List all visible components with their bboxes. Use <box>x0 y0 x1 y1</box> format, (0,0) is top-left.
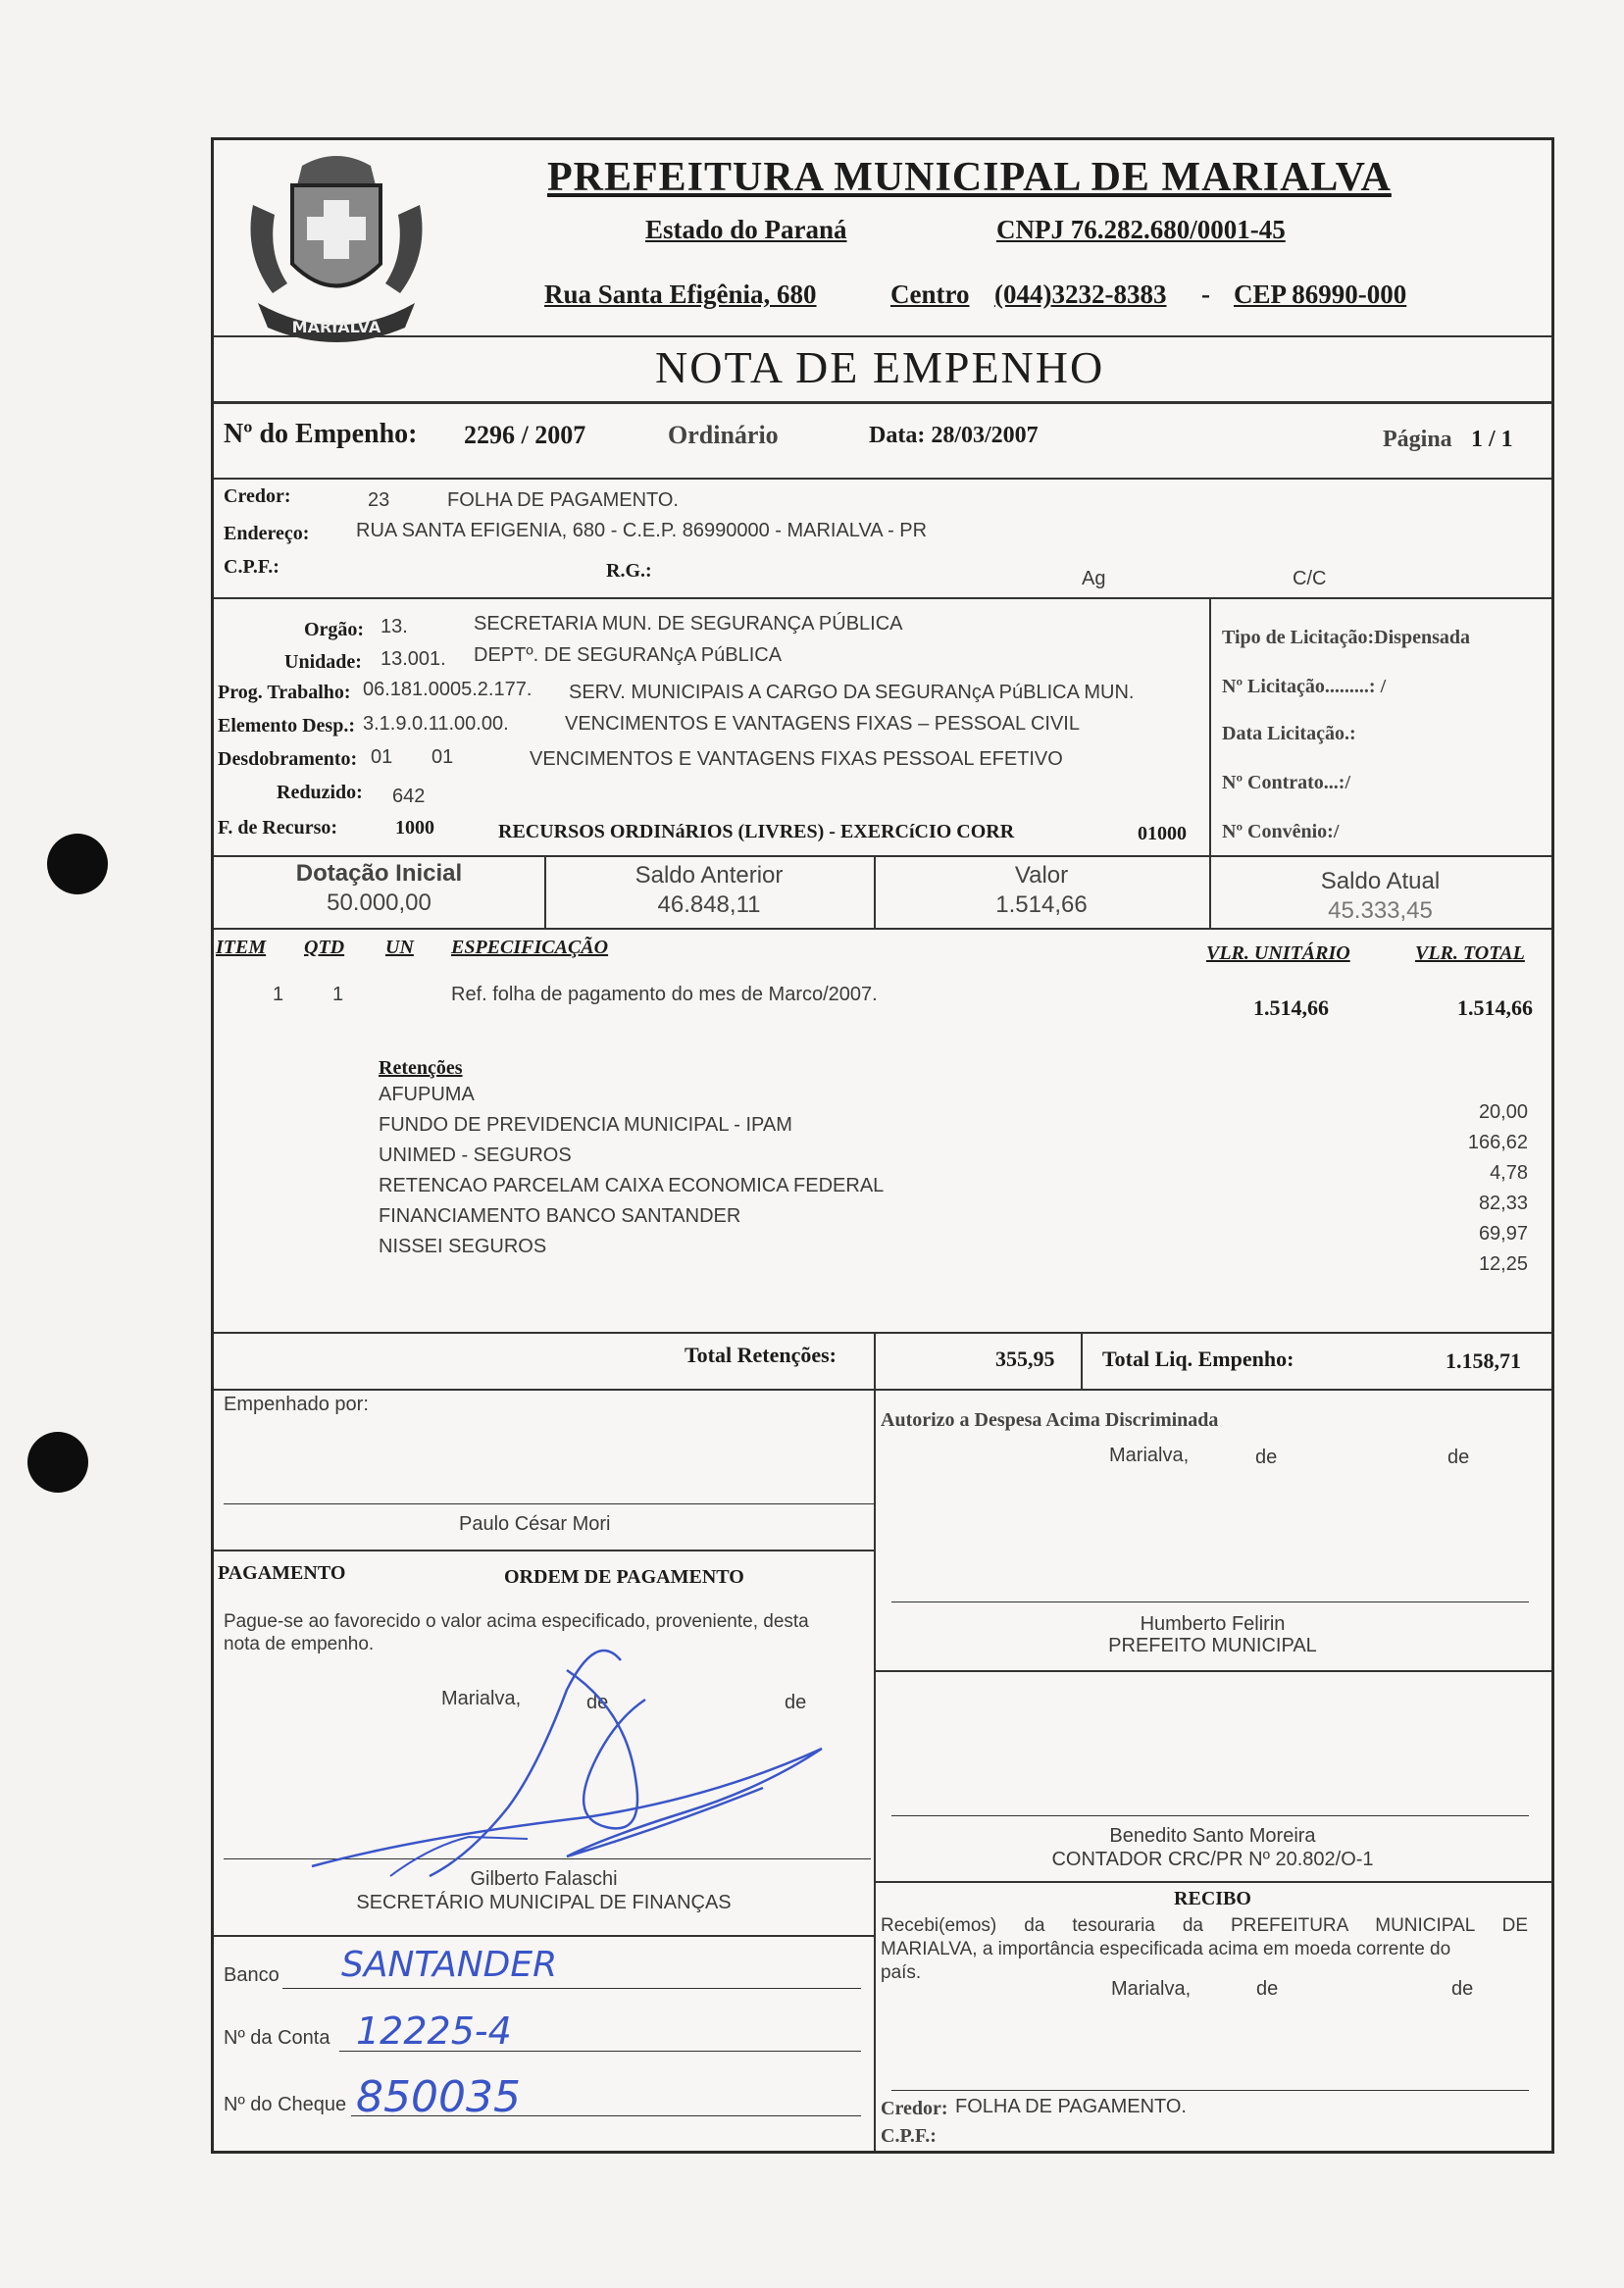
empenho-type: Ordinário <box>668 421 779 449</box>
total-liquido-label: Total Liq. Empenho: <box>1102 1347 1294 1371</box>
retencao-value: 69,97 <box>1478 1223 1528 1245</box>
credor-label: Credor: <box>224 485 291 507</box>
contador-name: Benedito Santo Moreira <box>1109 1825 1316 1847</box>
retencao-name: RETENCAO PARCELAM CAIXA ECONOMICA FEDERAL <box>379 1175 885 1196</box>
empenhado-label: Empenhado por: <box>224 1394 369 1415</box>
data-licitacao: Data Licitação.: <box>1222 723 1356 744</box>
item-unit-value: 1.514,66 <box>1253 995 1329 1020</box>
retencao-value: 4,78 <box>1490 1162 1528 1184</box>
empenho-number: 2296 / 2007 <box>464 421 586 449</box>
secretario-role: SECRETÁRIO MUNICIPAL DE FINANÇAS <box>356 1892 732 1913</box>
pagamento-de-2: de <box>785 1692 807 1713</box>
separator-text: - <box>1201 280 1210 309</box>
desdobramento-code-2: 01 <box>431 746 454 768</box>
pagamento-label: PAGAMENTO <box>218 1562 346 1584</box>
saldo-anterior-value: 46.848,11 <box>657 891 761 918</box>
orgao-label: Orgão: <box>304 619 365 640</box>
unidade-name: DEPTº. DE SEGURANçA PúBLICA <box>474 644 783 666</box>
prog-label: Prog. Trabalho: <box>218 682 351 703</box>
recibo-credor-label: Credor: <box>881 2098 948 2119</box>
document-title: NOTA DE EMPENHO <box>655 342 1105 392</box>
retencao-name: NISSEI SEGUROS <box>379 1236 547 1257</box>
pagamento-text-1: Pague-se ao favorecido o valor acima especificado, proveniente, desta <box>224 1611 809 1632</box>
desdobramento-name: VENCIMENTOS E VANTAGENS FIXAS PESSOAL EFETIVO <box>530 748 1063 770</box>
unidade-code: 13.001. <box>381 648 446 670</box>
recibo-text-1: Recebi(emos) da tesouraria da PREFEITURA MUNICIPAL DE <box>881 1915 1528 1936</box>
retencao-value: 20,00 <box>1478 1101 1528 1123</box>
dotacao-value: 50.000,00 <box>327 890 431 916</box>
dotacao-label: Dotação Inicial <box>295 860 463 887</box>
cnpj-text: CNPJ 76.282.680/0001-45 <box>996 215 1286 244</box>
conta-label: Nº da Conta <box>224 2027 330 2049</box>
recurso-code-2: 01000 <box>1138 823 1187 844</box>
autorizo-city: Marialva, <box>1109 1445 1190 1466</box>
recibo-title: RECIBO <box>1174 1888 1251 1909</box>
recurso-code: 1000 <box>395 817 434 839</box>
item-description: Ref. folha de pagamento do mes de Marco/2007. <box>451 984 878 1005</box>
cheque-label: Nº do Cheque <box>224 2094 347 2115</box>
retencao-name: FUNDO DE PREVIDENCIA MUNICIPAL - IPAM <box>379 1114 792 1136</box>
cep-text: CEP 86990-000 <box>1234 280 1407 309</box>
prefeitura-title: PREFEITURA MUNICIPAL DE MARIALVA <box>547 155 1392 200</box>
orgao-name: SECRETARIA MUN. DE SEGURANÇA PÚBLICA <box>474 613 903 635</box>
page-number: 1 / 1 <box>1471 427 1513 452</box>
valor-label: Valor <box>1014 862 1069 889</box>
col-vlr-total: VLR. TOTAL <box>1415 942 1525 964</box>
credor-code: 23 <box>368 489 390 511</box>
reduzido-value: 642 <box>392 786 426 807</box>
rg-label: R.G.: <box>606 560 652 582</box>
cc-label: C/C <box>1293 568 1327 589</box>
retencao-name: FINANCIAMENTO BANCO SANTANDER <box>379 1205 741 1227</box>
elemento-name: VENCIMENTOS E VANTAGENS FIXAS – PESSOAL CIVIL <box>565 713 1080 735</box>
retencao-name: UNIMED - SEGUROS <box>379 1144 572 1166</box>
recurso-label: F. de Recurso: <box>218 817 338 839</box>
address-label: Endereço: <box>224 523 310 544</box>
handwritten-signature <box>273 1631 861 1886</box>
phone-text: (044)3232-8383 <box>994 280 1167 309</box>
unidade-label: Unidade: <box>284 651 362 673</box>
seal-text: MARIALVA <box>291 318 381 336</box>
saldo-atual-label: Saldo Atual <box>1320 868 1441 894</box>
numero-contrato: Nº Contrato...:/ <box>1222 772 1351 793</box>
recibo-cpf-label: C.P.F.: <box>881 2125 937 2147</box>
col-un: UN <box>385 937 414 958</box>
cheque-value: 850035 <box>356 2072 521 2122</box>
autorizo-label: Autorizo a Despesa Acima Discriminada <box>881 1409 1219 1431</box>
item-total-value: 1.514,66 <box>1457 995 1533 1020</box>
recibo-text-3: país. <box>881 1962 922 1983</box>
item-qtd: 1 <box>332 984 344 1005</box>
punch-hole-bottom <box>27 1432 88 1493</box>
col-item: ITEM <box>216 937 267 958</box>
valor-value: 1.514,66 <box>995 891 1088 918</box>
elemento-label: Elemento Desp.: <box>218 715 355 737</box>
recurso-name: RECURSOS ORDINáRIOS (LIVRES) - EXERCíCIO CORR <box>498 821 1015 842</box>
banco-label: Banco <box>224 1964 279 1986</box>
retencao-value: 12,25 <box>1478 1253 1528 1275</box>
saldo-anterior-label: Saldo Anterior <box>634 862 784 889</box>
elemento-code: 3.1.9.0.11.00.00. <box>363 713 509 735</box>
credor-address: RUA SANTA EFIGENIA, 680 - C.E.P. 86990000 - MARIALVA - PR <box>356 520 928 541</box>
credor-name: FOLHA DE PAGAMENTO. <box>447 489 679 511</box>
conta-value: 12225-4 <box>356 2009 512 2053</box>
ordem-pagamento-label: ORDEM DE PAGAMENTO <box>504 1566 744 1588</box>
municipal-seal-icon <box>233 146 439 352</box>
secretario-name: Gilberto Falaschi <box>470 1868 618 1890</box>
col-qtd: QTD <box>304 937 345 958</box>
col-especificacao: ESPECIFICAÇÃO <box>451 937 609 958</box>
saldo-atual-value: 45.333,45 <box>1328 897 1433 924</box>
total-retencoes-label: Total Retenções: <box>685 1343 837 1367</box>
tipo-licitacao: Tipo de Licitação:Dispensada <box>1222 627 1470 648</box>
state-text: Estado do Paraná <box>645 215 847 244</box>
ag-label: Ag <box>1082 568 1106 589</box>
pagamento-city: Marialva, <box>441 1688 522 1709</box>
retencao-value: 166,62 <box>1467 1132 1528 1153</box>
address-text: Rua Santa Efigênia, 680 <box>544 280 817 309</box>
recibo-text-2: MARIALVA, a importância especificada acima em moeda corrente do <box>881 1939 1451 1959</box>
punch-hole-top <box>47 834 108 894</box>
cpf-label: C.P.F.: <box>224 556 279 578</box>
recibo-credor-name: FOLHA DE PAGAMENTO. <box>955 2096 1187 2117</box>
autorizo-de-2: de <box>1447 1447 1470 1468</box>
recibo-de-2: de <box>1451 1978 1474 2000</box>
prog-name: SERV. MUNICIPAIS A CARGO DA SEGURANçA PúBLICA MUN. <box>569 682 1135 703</box>
pagamento-text-2: nota de empenho. <box>224 1634 375 1654</box>
empenho-label: Nº do Empenho: <box>224 419 418 449</box>
banco-value: SANTANDER <box>341 1945 558 1985</box>
recibo-city: Marialva, <box>1111 1978 1192 2000</box>
prefeito-name: Humberto Felirin <box>1140 1613 1286 1635</box>
numero-convenio: Nº Convênio:/ <box>1222 821 1340 842</box>
numero-licitacao: Nº Licitação.........: / <box>1222 676 1387 697</box>
total-liquido-value: 1.158,71 <box>1446 1348 1521 1373</box>
item-number: 1 <box>273 984 284 1005</box>
orgao-code: 13. <box>381 616 408 637</box>
autorizo-de-1: de <box>1255 1447 1278 1468</box>
col-vlr-unitario: VLR. UNITÁRIO <box>1206 942 1350 964</box>
retencoes-title: Retenções <box>379 1057 463 1079</box>
desdobramento-code-1: 01 <box>371 746 393 768</box>
total-retencoes-value: 355,95 <box>995 1347 1055 1371</box>
recibo-de-1: de <box>1256 1978 1279 2000</box>
retencao-name: AFUPUMA <box>379 1084 475 1105</box>
desdobramento-label: Desdobramento: <box>218 748 358 770</box>
empenho-date: Data: 28/03/2007 <box>869 423 1039 448</box>
contador-role: CONTADOR CRC/PR Nº 20.802/O-1 <box>1051 1849 1374 1870</box>
prefeito-role: PREFEITO MUNICIPAL <box>1108 1635 1317 1656</box>
reduzido-label: Reduzido: <box>277 782 363 803</box>
prog-code: 06.181.0005.2.177. <box>363 679 533 700</box>
pagamento-de-1: de <box>586 1692 609 1713</box>
empenhado-name: Paulo César Mori <box>459 1513 611 1535</box>
district-text: Centro <box>890 280 970 309</box>
page-label: Página <box>1383 427 1452 452</box>
nota-de-empenho-document <box>211 137 1554 2154</box>
retencao-value: 82,33 <box>1478 1193 1528 1214</box>
